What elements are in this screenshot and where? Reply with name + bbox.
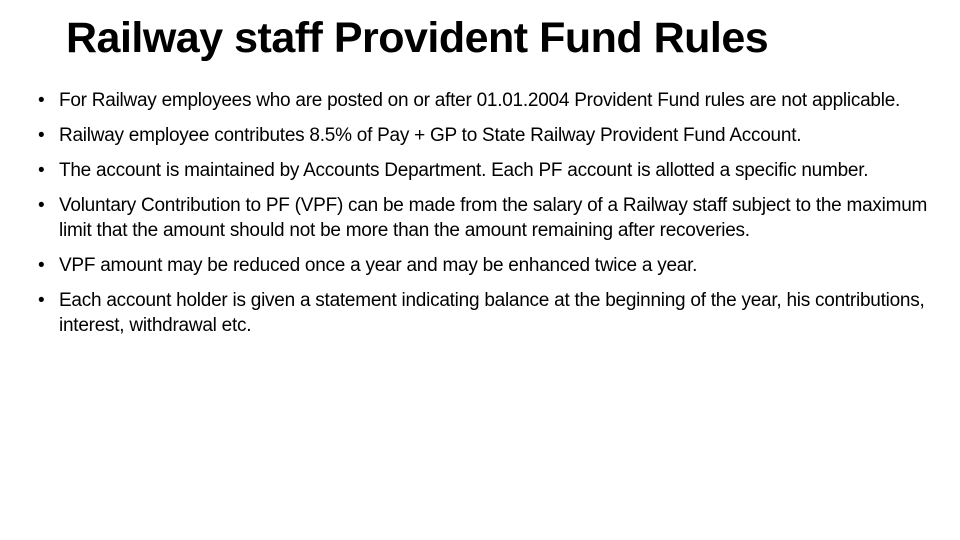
bullet-icon: • [38,255,45,276]
bullet-item [38,88,938,113]
bullet-item [38,288,938,338]
bullet-item [38,158,938,183]
bullet-item [38,253,938,278]
bullet-item [38,123,938,148]
bullet-item [38,193,938,243]
bullet-icon: • [38,125,45,146]
bullet-text: Railway employee contributes 8.5% of Pay + GP to State Railway Provident Fund Account. [59,125,802,146]
bullet-icon: • [38,290,45,311]
bullet-icon: • [38,195,45,216]
bullet-list [38,88,938,348]
bullet-text: The account is maintained by Accounts Department. Each PF account is allotted a specific number. [59,160,869,181]
bullet-text: VPF amount may be reduced once a year and may be enhanced twice a year. [59,255,698,276]
bullet-icon: • [38,90,45,111]
bullet-icon: • [38,160,45,181]
slide-title: Railway staff Provident Fund Rules [66,14,769,62]
bullet-text: Each account holder is given a statement indicating balance at the beginning of the year, his contributions, interest, withdrawal etc. [59,290,925,336]
bullet-text: Voluntary Contribution to PF (VPF) can be made from the salary of a Railway staff subject to the maximum limit that the amount should not be more than the amount remaining after recoveries. [59,195,928,241]
bullet-text: For Railway employees who are posted on or after 01.01.2004 Provident Fund rules are not applicable. [59,90,901,111]
